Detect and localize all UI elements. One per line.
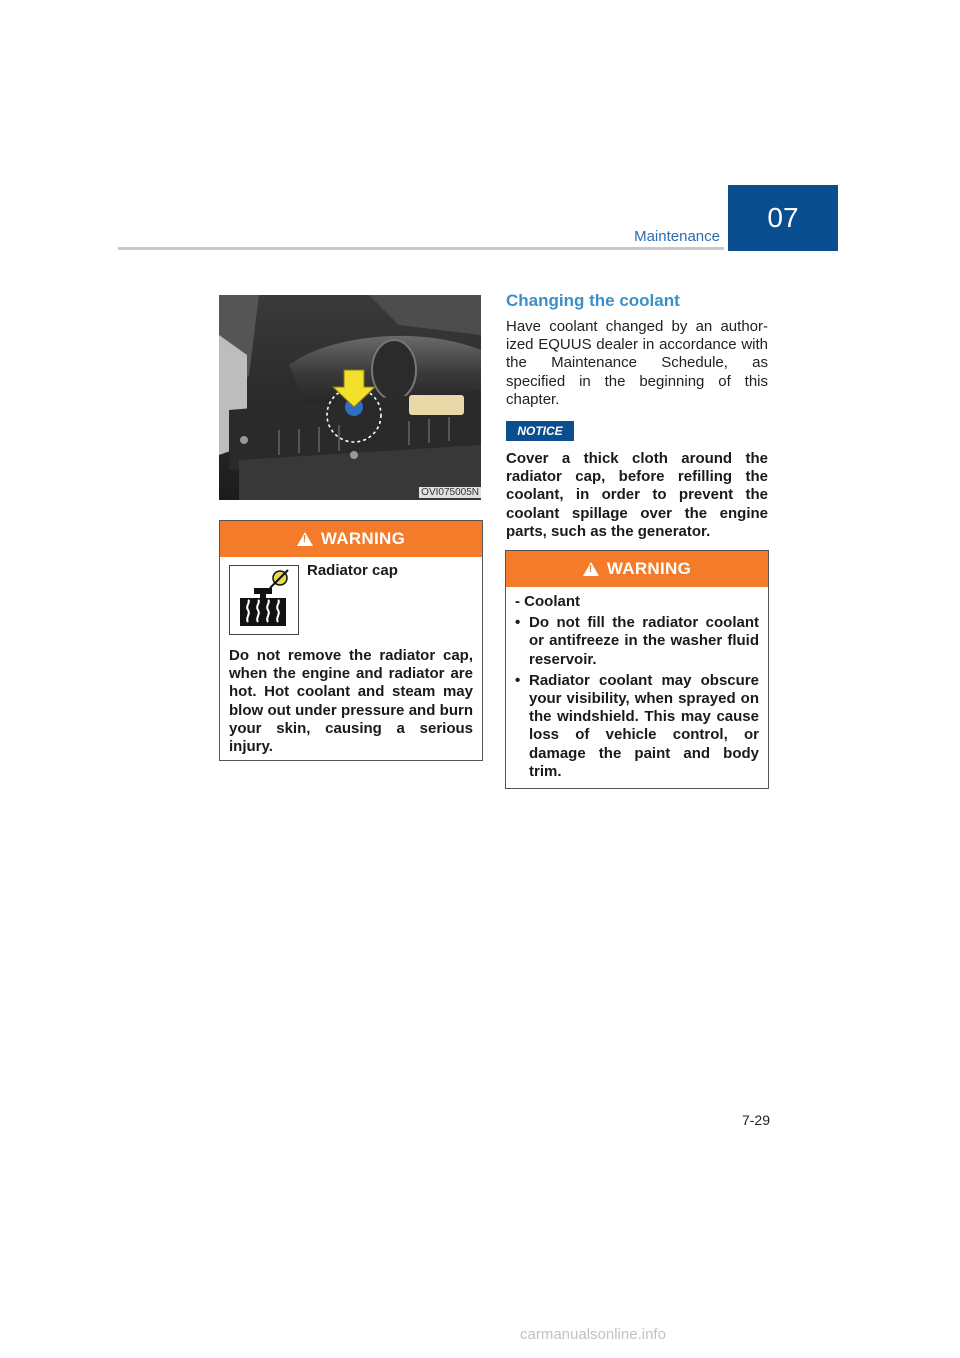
header-rule xyxy=(118,247,724,250)
section-title-header: Maintenance xyxy=(634,228,720,245)
warning-triangle-icon: ! xyxy=(583,562,599,576)
section-heading: Changing the coolant xyxy=(506,291,680,310)
warning-body xyxy=(515,593,759,784)
notice-text: Cover a thick cloth around the radiator cap, before refilling the coolant, in order to prevent the coolant spillage over the engine parts, such as the generator. xyxy=(506,450,768,540)
page-number: 7-29 xyxy=(741,1112,770,1128)
warning-bullet: • Radiator coolant may obscure your visibility, when sprayed on the windshield. This may cause loss of vehicle control, or damage the paint and body trim. xyxy=(515,672,759,781)
warning-triangle-icon: ! xyxy=(297,532,313,546)
warning-bullet-list xyxy=(515,614,759,781)
warning-header xyxy=(220,521,482,557)
warning-box-radiator-cap xyxy=(219,520,483,761)
photo-code: OVI075005N xyxy=(421,487,479,498)
warning-intro: - Coolant xyxy=(515,593,580,610)
radiator-cap-hot-icon xyxy=(229,565,299,635)
notice-badge: NOTICE xyxy=(506,421,574,441)
chapter-tab: 07 xyxy=(728,185,838,251)
warning-heading: WARNING xyxy=(320,529,406,548)
warning-header xyxy=(506,551,768,587)
warning-box-coolant xyxy=(505,550,769,789)
warning-bullet: • Do not fill the radiator coolant or antifreeze in the washer fluid reservoir. xyxy=(515,614,759,669)
warning-caption: Radiator cap xyxy=(307,562,398,579)
engine-bay-photo xyxy=(219,295,481,500)
warning-body: Do not remove the radiator cap, when the engine and radiator are hot. Hot coolant and steam may blow out under pressure and burn your skin, causing a serious injury. xyxy=(229,647,473,756)
warning-heading: WARNING xyxy=(606,559,692,578)
watermark: carmanualsonline.info xyxy=(520,1326,666,1343)
section-paragraph: Have coolant changed by an author-ized EQUUS dealer in accordance with the Maintenance Schedule, as specified in the beginning of this chapter. xyxy=(506,318,768,408)
